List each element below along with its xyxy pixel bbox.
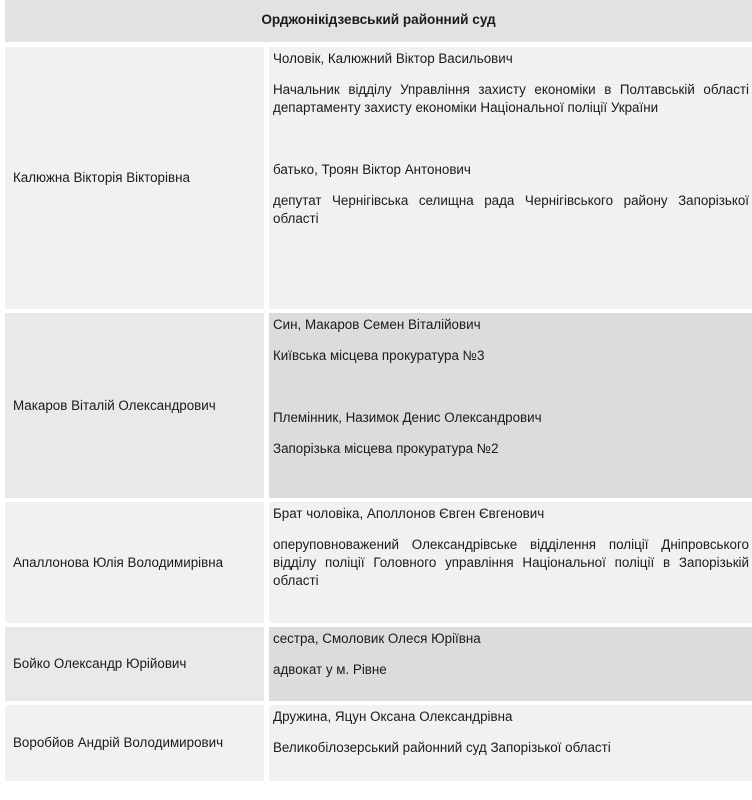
relatives-cell: [269, 627, 752, 705]
relatives-cell: [269, 47, 752, 313]
relative-position: адвокат у м. Рівне: [273, 662, 387, 677]
relative-relation: Дружина, Яцун Оксана Олександрівна: [273, 709, 513, 724]
table-row: [0, 705, 752, 785]
relative-relation: Племінник, Назимок Денис Олександрович: [273, 410, 542, 425]
relative-position: оперуповноважений Олександрівське відділення поліції Дніпровського відділу поліції Головного управління Національної поліції в Запорізькій області: [273, 537, 750, 588]
judge-name: Макаров Віталій Олександрович: [0, 313, 269, 502]
relative-relation: Брат чоловіка, Аполлонов Євген Євгенович: [273, 506, 545, 521]
judge-name: Бойко Олександр Юрійович: [0, 627, 269, 705]
table-row: [0, 502, 752, 627]
relative-relation: Син, Макаров Семен Віталійович: [273, 317, 481, 332]
judge-name: Воробйов Андрій Володимирович: [0, 705, 269, 785]
relative-relation: сестра, Смоловик Олеся Юріївна: [273, 631, 481, 646]
court-header-row: [0, 0, 752, 47]
table-row: [0, 627, 752, 705]
relative-position: Київська місцева прокуратура №3: [273, 348, 485, 363]
court-title: Орджонікідзевський районний суд: [0, 0, 752, 47]
judge-name: Апаллонова Юлія Володимирівна: [0, 502, 269, 627]
relative-position: Начальник відділу Управління захисту економіки в Полтавській області департаменту захисту економіки Національної поліції України: [273, 82, 750, 115]
relative-relation: батько, Троян Віктор Антонович: [273, 162, 471, 177]
relatives-cell: [269, 502, 752, 627]
table-row: [0, 47, 752, 313]
relative-relation: Чоловік, Калюжний Віктор Васильович: [273, 51, 513, 66]
relatives-cell: [269, 705, 752, 785]
table-row: [0, 313, 752, 502]
relative-position: Великобілозерський районний суд Запорізької області: [273, 740, 611, 755]
relative-position: Запорізька місцева прокуратура №2: [273, 441, 499, 456]
judge-name: Калюжна Вікторія Вікторівна: [0, 47, 269, 313]
relative-position: депутат Чернігівська селищна рада Чернігівського району Запорізької області: [273, 193, 750, 226]
relatives-cell: [269, 313, 752, 502]
